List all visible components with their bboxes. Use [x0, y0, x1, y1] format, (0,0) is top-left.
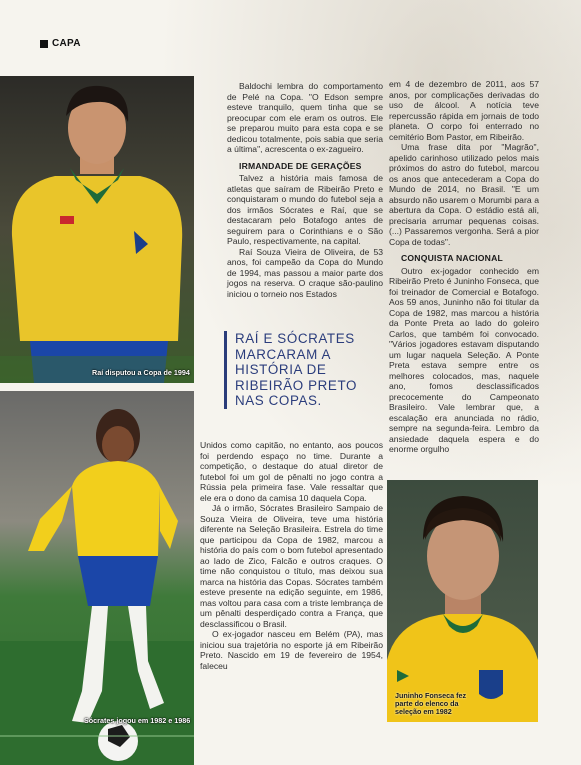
paragraph: em 4 de dezembro de 2011, aos 57 anos, por complicações derivadas do uso de álcool. A notícia teve repercussão rápida em jornais de todo planeta. O corpo foi enterrado no cemitério Bom Pastor, em Ribeirão. — [389, 79, 539, 142]
subheading: IRMANDADE DE GERAÇÕES — [239, 160, 362, 171]
square-icon — [40, 40, 48, 48]
paragraph: Já o irmão, Sócrates Brasileiro Sampaio de Souza Vieira de Oliveira, teve uma história diferente na Seleção Brasileira. Estrela do time que participou da Copa de 1982, marcou a história do país com o bom futebol apresentado ao lado de Zico, Falcão e outros craques. O time não conquistou o título, mas deixou sua marca na história das Copas. Sócrates também esteve presente na edição seguinte, em 1986, mas voltou para casa com a triste lembrança de um pênalti desperdiçado contra a França, que desclassificou o Brasil. — [200, 503, 383, 629]
section-tag — [40, 38, 81, 49]
paragraph: Raí Souza Vieira de Oliveira, de 53 anos, foi campeão da Copa do Mundo de 1994, mas passou a maior parte dos jogos na reserva. O craque são-paulino iniciou o torneio nos Estados — [227, 246, 383, 299]
pull-quote: RAÍ E SÓCRATES MARCARAM A HISTÓRIA DE RIBEIRÃO PRETO NAS COPAS. — [224, 331, 385, 409]
paragraph: O ex-jogador nasceu em Belém (PA), mas iniciou sua trajetória no esporte já em Ribeirão Preto. Nascido em 19 de fevereiro de 1954, faleceu — [200, 629, 383, 671]
subheading: CONQUISTA NACIONAL — [401, 253, 503, 263]
rai-photo — [0, 76, 194, 383]
juninho-caption: Juninho Fonseca fez parte do elenco da seleção em 1982 — [395, 691, 467, 716]
socrates-photo — [0, 391, 194, 765]
section-label: CAPA — [52, 38, 81, 49]
paragraph: Outro ex-jogador conhecido em Ribeirão Preto é Juninho Fonseca, que foi treinador de Comercial e Botafogo. Aos 59 anos, Juninho não foi titular da Copa de 1982, mas marcou a história da Ponte Preta ao lado do goleiro Carlos, que também foi convocado. "Vários jogadores estavam disputando um lugar naquela Seleção. A Ponte Preta estava sempre entre os melhores colocados, mas, naquele ano, fomos desclassificados precocemente do Campeonato Brasileiro. Vale lembrar que, a escalação era anunciada no rádio, sempre na segunda-feira. Lembro da ansiedade daquela espera e do enorme orgulho — [389, 265, 539, 454]
paragraph: Talvez a história mais famosa de atletas que saíram de Ribeirão Preto e conquistaram o mundo do futebol seja a dos irmãos Sócrates e Raí, que se destacaram pelo Botafogo antes de seguirem para o Corinthians e o São Paulo, respectivamente, na capital. — [227, 173, 383, 246]
paragraph: Unidos como capitão, no entanto, aos poucos foi perdendo espaço no time. Durante a competição, o destaque do atual diretor de futebol foi um gol de pênalti no jogo contra a Rússia pela primeira fase. Vale ressaltar que ele era o dono da camisa 10 daquela Copa. — [200, 440, 383, 503]
column-middle-lower — [200, 440, 383, 671]
juninho-photo — [387, 480, 538, 722]
paragraph: Baldochi lembra do comportamento de Pelé na Copa. "O Edson sempre esteve tranquilo, quem tinha que se preocupar com ele eram os outros. Ele se preparou muito para esta copa e se dedicou totalmente, pois sabia que seria a última", acrescenta o ex-zagueiro. — [227, 81, 383, 154]
column-right — [389, 79, 539, 455]
rai-caption: Raí disputou a Copa de 1994 — [92, 368, 190, 377]
paragraph: Uma frase dita por "Magrão", apelido carinhoso utilizado pelos mais próximos do astro do futebol, marcou os anos que antecederam a Copa do Mundo de 2014, no Brasil. "E um absurdo não usarem o Morumbi para a abertura da Copa. O estádio está ali, precisaria arrumar pequenas coisas. (...) Passaremos vergonha. Será a pior Copa de todas". — [389, 142, 539, 247]
socrates-caption: Sócrates jogou em 1982 e 1986 — [84, 716, 191, 725]
column-middle — [227, 81, 383, 299]
